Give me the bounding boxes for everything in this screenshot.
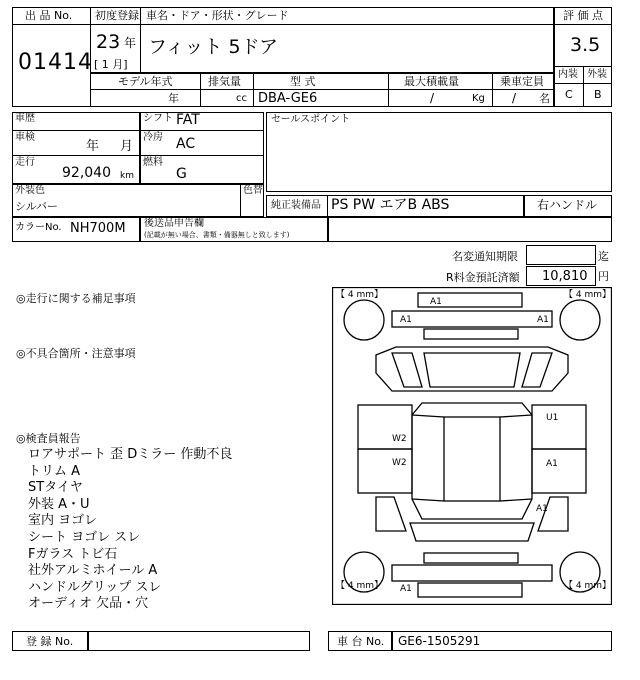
displacement-label: 排気量 xyxy=(208,75,241,88)
tire-front-right-icon xyxy=(560,300,600,340)
tire-depth-br: 【 4 mm】 xyxy=(564,581,611,591)
inspector-line: 外装 A・U xyxy=(28,496,90,512)
color-change-label: 色替 xyxy=(243,185,263,196)
name-change-suffix: 迄 xyxy=(598,250,609,263)
mark-rear-left: A1 xyxy=(400,584,412,594)
roof-inner xyxy=(444,417,500,501)
mark-right-door2: A1 xyxy=(546,459,558,469)
tire-depth-tl: 【 4 mm】 xyxy=(336,290,383,300)
shift-value: FAT xyxy=(176,112,200,128)
door-rear-left xyxy=(358,449,412,493)
mark-front-left: A1 xyxy=(400,315,412,325)
post-cert-label: 後送品申告欄 xyxy=(144,218,204,229)
chassis-value: GE6-1505291 xyxy=(398,634,481,648)
mileage-unit: km xyxy=(120,171,134,181)
blank-box xyxy=(328,217,612,242)
mark-right-door1: U1 xyxy=(546,413,559,423)
history-label: 車歴 xyxy=(15,113,35,124)
front-panel xyxy=(392,311,552,327)
recycle-value: 10,810 xyxy=(542,269,588,284)
diagram-frame xyxy=(333,288,612,605)
capacity-label: 乗車定員 xyxy=(500,75,544,88)
sales-points-label: セールスポイント xyxy=(271,114,351,125)
inspection-label: 車検 xyxy=(15,132,35,143)
first-reg-label: 初度登録 xyxy=(95,9,139,22)
first-reg-year-unit: 年 xyxy=(124,36,137,50)
rear-bumper xyxy=(392,565,552,581)
inspector-line: 室内 ヨゴレ xyxy=(28,513,98,529)
ac-value: AC xyxy=(176,136,196,152)
mark-left-door2: W2 xyxy=(392,458,407,468)
shift-label: シフト xyxy=(143,113,173,124)
rear-glass xyxy=(410,523,534,541)
color-no-value: NH700M xyxy=(70,221,126,236)
rear-garnish xyxy=(424,553,518,563)
inspector-line: STタイヤ xyxy=(28,480,83,496)
registration-label: 登 録 No. xyxy=(26,635,74,648)
fender-left xyxy=(392,353,422,387)
max-load-label: 最大積載量 xyxy=(404,75,459,88)
car-name: フィット 5ドア xyxy=(148,36,279,58)
inspector-line: トリム A xyxy=(28,463,81,479)
quarter-right xyxy=(538,497,568,531)
model-year-unit: 年 xyxy=(168,92,179,105)
fuel-label: 燃料 xyxy=(143,157,163,168)
front-grille xyxy=(424,329,518,339)
mileage-value: 92,040 xyxy=(62,165,111,181)
model-year-label: モデル年式 xyxy=(118,75,173,88)
mark-front-right: A1 xyxy=(537,315,549,325)
max-load-unit: Kg xyxy=(472,93,485,104)
interior-grade: C xyxy=(565,88,573,101)
factory-equipment-value: PS PW エアB ABS xyxy=(331,197,450,213)
handle-value: 右ハンドル xyxy=(537,198,598,212)
inspector-heading: ◎検査員報告 xyxy=(16,432,81,445)
driving-heading: ◎走行に関する補足事項 xyxy=(16,292,136,305)
fender-right xyxy=(522,353,552,387)
inspector-line: オーディオ 欠品・穴 xyxy=(28,596,149,612)
lot-label: 出 品 No. xyxy=(25,9,73,22)
first-reg-month: [ 1 月] xyxy=(94,58,128,71)
recycle-label: R料金預託済額 xyxy=(446,271,520,284)
recycle-unit: 円 xyxy=(598,270,609,283)
inspector-line: ハンドルグリップ スレ xyxy=(28,579,162,595)
inspector-line: ロアサポート 歪 Dミラー 作動不良 xyxy=(28,447,233,462)
max-load-value: / xyxy=(430,91,435,105)
exterior-color-label: 外装色 xyxy=(15,185,45,196)
exterior-color-value: シルバー xyxy=(15,200,58,213)
inspector-line: Fガラス トビ石 xyxy=(28,546,118,562)
tire-depth-bl: 【 4 mm】 xyxy=(336,581,383,591)
type-label: 型 式 xyxy=(290,75,316,88)
name-change-box xyxy=(526,245,596,265)
tire-depth-tr: 【 4 mm】 xyxy=(564,290,611,300)
capacity-value: / xyxy=(512,91,517,105)
inspection-year: 年 xyxy=(86,139,100,154)
ac-label: 冷房 xyxy=(143,132,163,143)
exterior-label: 外装 xyxy=(587,69,607,80)
inspector-line: 社外アルミホイール A xyxy=(28,563,158,579)
inspection-month: 月 xyxy=(120,139,134,154)
registration-value-box xyxy=(88,631,310,651)
door-front-right xyxy=(532,405,586,449)
lot-number: 01414 xyxy=(18,50,93,75)
mileage-label: 走行 xyxy=(15,157,35,168)
inspector-line: シート ヨゴレ スレ xyxy=(28,529,141,545)
inspector-report xyxy=(28,447,318,613)
chassis-label: 車 台 No. xyxy=(337,635,385,648)
interior-label: 内装 xyxy=(558,69,578,80)
tire-front-left-icon xyxy=(344,300,384,340)
score-label: 評 価 点 xyxy=(563,9,603,22)
quarter-left xyxy=(376,497,406,531)
displacement-unit: cc xyxy=(236,93,247,104)
exterior-grade: B xyxy=(594,88,602,101)
factory-equipment-label: 純正装備品 xyxy=(271,200,321,211)
capacity-unit: 名 xyxy=(539,92,550,105)
score-value: 3.5 xyxy=(570,34,601,56)
hood-panel xyxy=(424,353,520,387)
damage-diagram xyxy=(332,287,612,605)
post-cert-note: (記載が無い場合、書類・備器無しと致します) xyxy=(144,231,290,239)
rear-lower xyxy=(418,583,522,597)
defects-heading: ◎不具合箇所・注意事項 xyxy=(16,347,136,360)
door-rear-right xyxy=(532,449,586,493)
name-change-label: 名変通知期限 xyxy=(452,250,518,263)
type-value: DBA-GE6 xyxy=(258,91,318,106)
color-no-label: カラーNo. xyxy=(15,222,62,233)
first-reg-year: 23 xyxy=(96,31,121,53)
mark-right-quarter: A1 xyxy=(536,504,548,514)
fuel-value: G xyxy=(176,166,187,182)
mark-left-door1: W2 xyxy=(392,434,407,444)
car-name-label: 車名・ドア・形状・グレード xyxy=(146,9,289,22)
mark-front-top: A1 xyxy=(430,297,442,307)
